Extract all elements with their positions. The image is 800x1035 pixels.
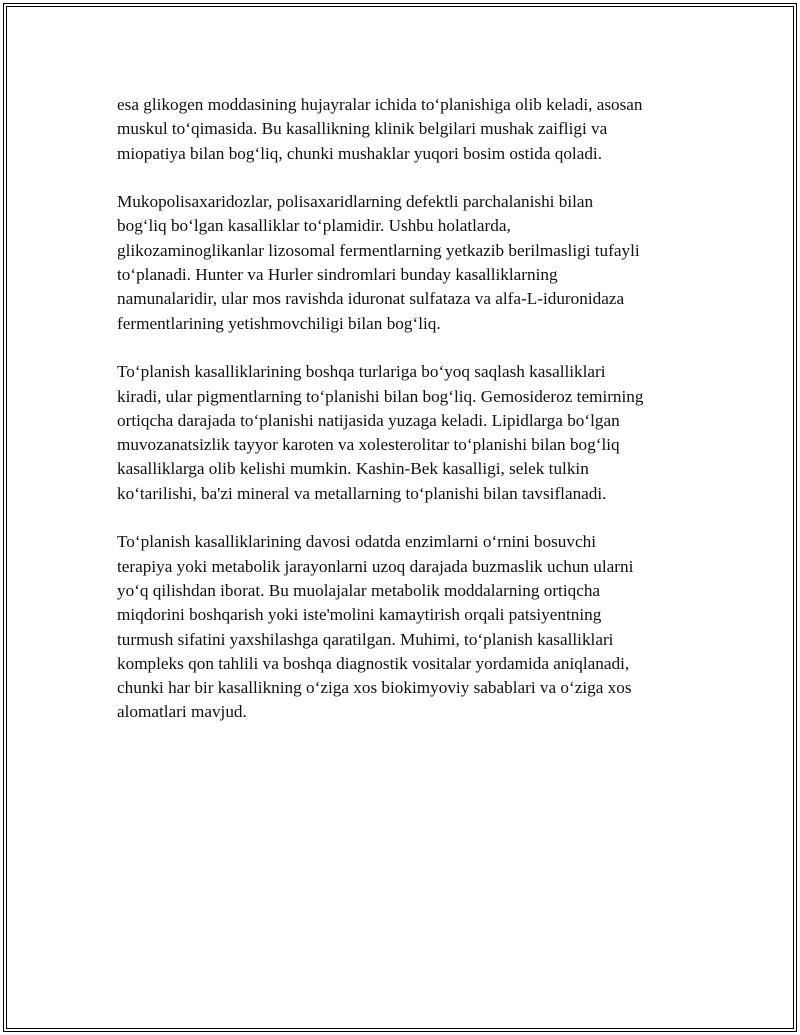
text-line: kompleks qon tahlili va boshqa diagnostik vositalar yordamida aniqlanadi, <box>117 653 630 673</box>
text-line: kiradi, ular pigmentlarning to‘planishi bilan bog‘liq. Gemosideroz temirning <box>117 386 644 406</box>
text-line: To‘planish kasalliklarining davosi odatda enzimlarni o‘rnini bosuvchi <box>117 532 596 552</box>
paragraph-2 <box>117 190 693 336</box>
text-line: To‘planish kasalliklarining boshqa turlariga bo‘yoq saqlash kasalliklari <box>117 362 606 382</box>
text-line: bog‘liq bo‘lgan kasalliklar to‘plamidir. Ushbu holatlarda, <box>117 216 511 236</box>
text-line: Mukopolisaxaridozlar, polisaxaridlarning defektli parchalanishi bilan <box>117 192 594 212</box>
document-body <box>117 93 693 749</box>
text-line: chunki har bir kasallikning o‘ziga xos biokimyoviy sabablari va o‘ziga xos <box>117 678 632 698</box>
text-line: ko‘tarilishi, ba'zi mineral va metallarning to‘planishi bilan tavsiflanadi. <box>117 483 607 503</box>
text-line: muvozanatsizlik tayyor karoten va xolesterolitar to‘planishi bilan bog‘liq <box>117 435 620 455</box>
text-line: fermentlarining yetishmovchiligi bilan bog‘liq. <box>117 313 441 333</box>
text-line: miopatiya bilan bog‘liq, chunki mushaklar yuqori bosim ostida qoladi. <box>117 143 603 163</box>
text-line: terapiya yoki metabolik jarayonlarni uzoq darajada buzmaslik uchun ularni <box>117 556 634 576</box>
text-line: esa glikogen moddasining hujayralar ichida to‘planishiga olib keladi, asosan <box>117 95 643 114</box>
paragraph-4 <box>117 530 693 724</box>
text-line: yo‘q qilishdan iborat. Bu muolajalar metabolik moddalarning ortiqcha <box>117 580 601 600</box>
text-line: kasalliklarga olib kelishi mumkin. Kashin-Bek kasalligi, selek tulkin <box>117 459 589 479</box>
text-line: glikozaminoglikanlar lizosomal fermentlarning yetkazib berilmasligi tufayli <box>117 240 640 260</box>
text-line: alomatlari mavjud. <box>117 702 247 722</box>
text-line: miqdorini boshqarish yoki iste'molini kamaytirish orqali patsiyentning <box>117 605 602 625</box>
text-line: to‘planadi. Hunter va Hurler sindromlari bunday kasalliklarning <box>117 265 558 285</box>
paragraph-1 <box>117 93 693 166</box>
text-line: muskul to‘qimasida. Bu kasallikning klinik belgilari mushak zaifligi va <box>117 119 608 139</box>
text-line: ortiqcha darajada to‘planishi natijasida yuzaga keladi. Lipidlarga bo‘lgan <box>117 410 620 430</box>
text-line: turmush sifatini yaxshilashga qaratilgan. Muhimi, to‘planish kasalliklari <box>117 629 614 649</box>
paragraph-3 <box>117 360 693 506</box>
text-line: namunalaridir, ular mos ravishda iduronat sulfataza va alfa-L-iduronidaza <box>117 289 625 309</box>
